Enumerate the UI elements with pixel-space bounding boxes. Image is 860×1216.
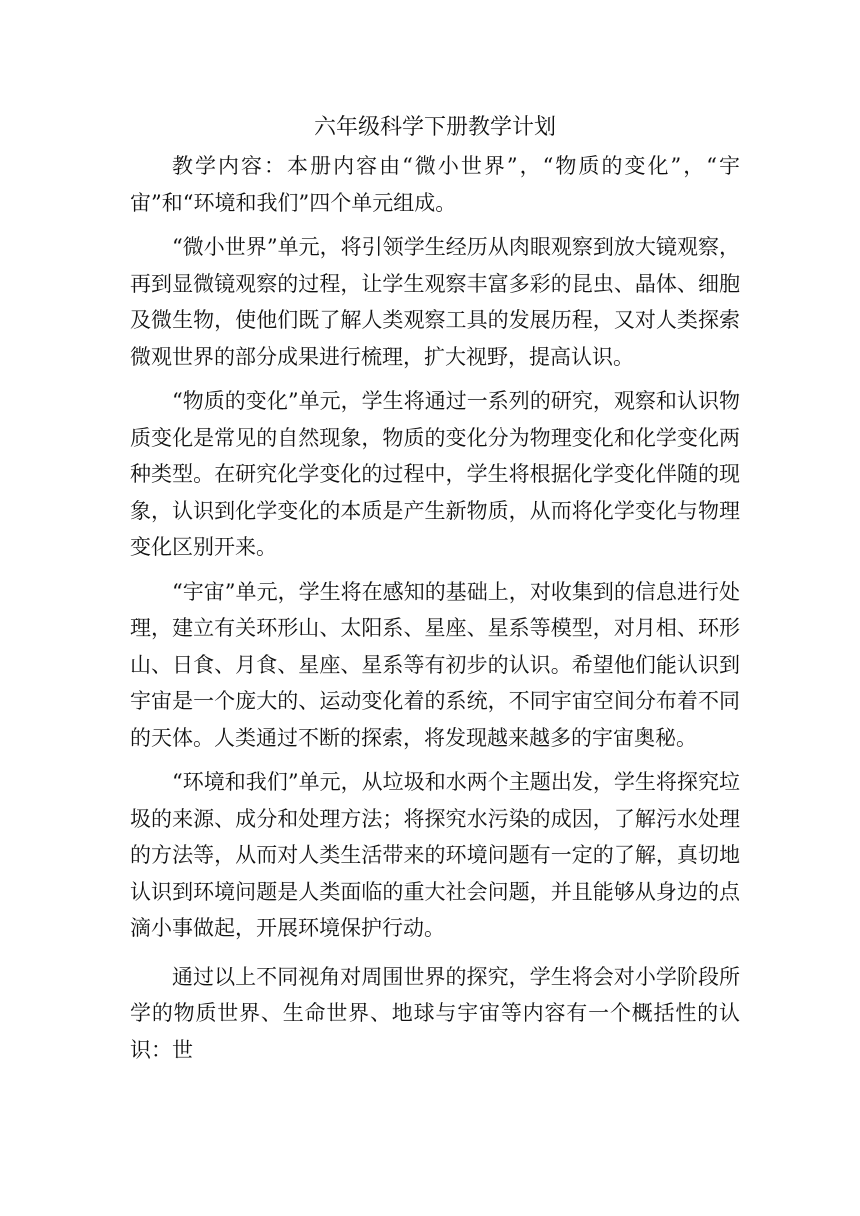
paragraph-micro-world: “微小世界”单元，将引领学生经历从肉眼观察到放大镜观察，再到显微镜观察的过程，让学生观察丰富多彩的昆虫、晶体、细胞及微生物，使他们既了解人类观察工具的发展历程，又对人类探索微观世界的部分成果进行梳理，扩大视野，提高认识。 bbox=[130, 235, 740, 369]
paragraph-environment: “环境和我们”单元，从垃圾和水两个主题出发，学生将探究垃圾的来源、成分和处理方法；将探究水污染的成因，了解污水处理的方法等，从而对人类生活带来的环境问题有一定的了解，真切地认识到环境问题是人类面临的重大社会问题，并且能够从身边的点滴小事做起，开展环境保护行动。 bbox=[130, 770, 740, 940]
paragraph-matter-change: “物质的变化”单元，学生将通过一系列的研究，观察和认识物质变化是常见的自然现象，物质的变化分为物理变化和化学变化两种类型。在研究化学变化的过程中，学生将根据化学变化伴随的现象，认识到化学变化的本质是产生新物质，从而将化学变化与物理变化区别开来。 bbox=[130, 389, 740, 559]
document-title: 六年级科学下册教学计划 bbox=[313, 115, 556, 140]
paragraph-summary: 通过以上不同视角对周围世界的探究，学生将会对小学阶段所学的物质世界、生命世界、地球与宇宙等内容有一个概括性的认识：世 bbox=[130, 964, 740, 1062]
paragraph-teaching-content: 教学内容：本册内容由“微小世界”，“物质的变化”，“宇宙”和“环境和我们”四个单元组成。 bbox=[130, 154, 740, 215]
document-body bbox=[130, 110, 740, 1068]
paragraph-universe: “宇宙”单元，学生将在感知的基础上，对收集到的信息进行处理，建立有关环形山、太阳系、星座、星系等模型，对月相、环形山、日食、月食、星座、星系等有初步的认识。希望他们能认识到宇宙是一个庞大的、运动变化着的系统，不同宇宙空间分布着不同的天体。人类通过不断的探索，将发现越来越多的宇宙奥秘。 bbox=[130, 579, 740, 750]
